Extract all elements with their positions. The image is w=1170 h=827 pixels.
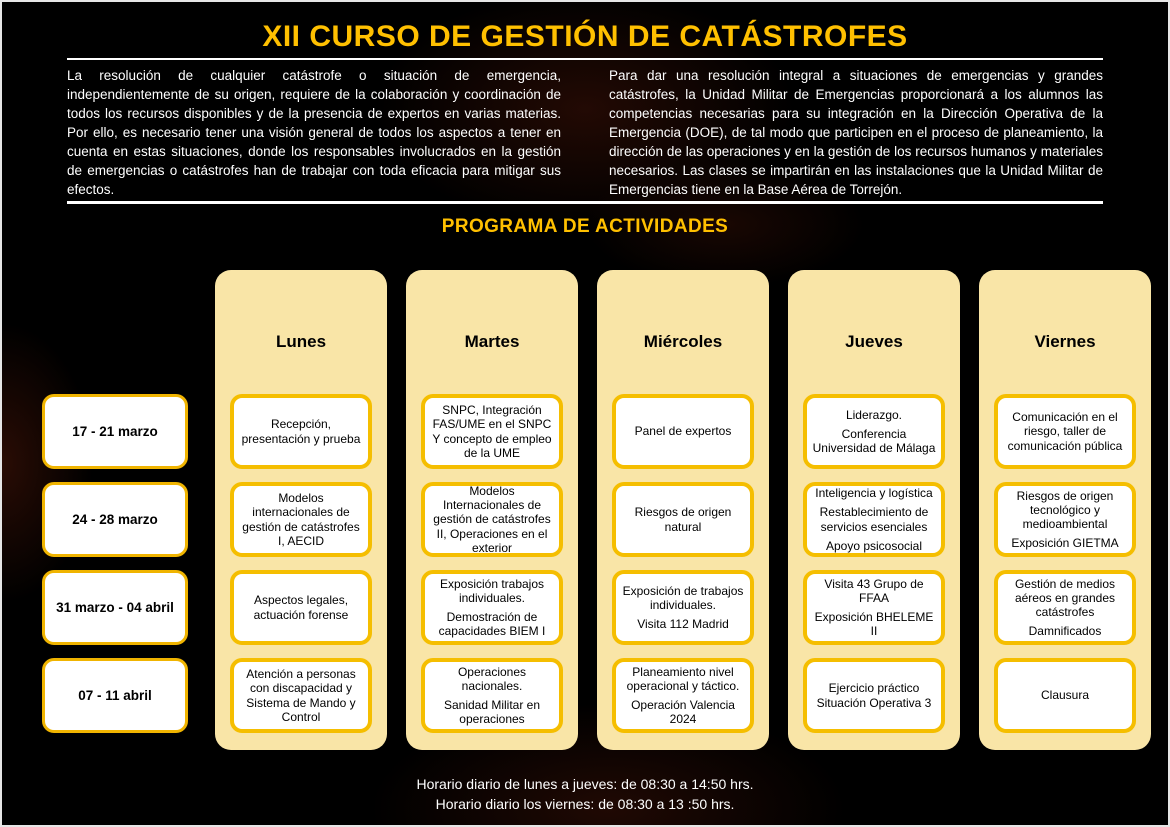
activity-text: Panel de expertos <box>634 424 732 439</box>
activity-text: Riesgos de origen tecnológico y medioambiental <box>1016 488 1114 531</box>
activity-text: Operación Valencia 2024 <box>631 698 735 727</box>
day-column-jueves <box>788 270 960 750</box>
activity-text: Ejercicio práctico Situación Operativa 3 <box>816 681 932 710</box>
activity-cell <box>994 570 1136 645</box>
schedule-footer-line2: Horario diario los viernes: de 08:30 a 13 :50 hrs. <box>435 796 735 812</box>
schedule-footer <box>2 774 1168 814</box>
activity-cell <box>230 394 372 469</box>
intro-section <box>67 66 1103 199</box>
activity-text: Modelos internacionales de gestión de catástrofes I, AECID <box>242 491 360 548</box>
day-cells-viernes <box>979 394 1151 733</box>
day-column-lunes <box>215 270 387 750</box>
activity-text: Riesgos de origen natural <box>634 505 732 534</box>
date-range-week3: 31 marzo - 04 abril <box>42 570 188 645</box>
activity-cell <box>803 658 945 733</box>
day-cells-martes <box>406 394 578 733</box>
activity-cell <box>612 658 754 733</box>
date-range-week2: 24 - 28 marzo <box>42 482 188 557</box>
activity-cell <box>803 482 945 557</box>
day-column-viernes <box>979 270 1151 750</box>
days-grid <box>215 270 1151 750</box>
activity-text: Operaciones nacionales. <box>457 664 527 693</box>
activity-cell <box>230 482 372 557</box>
day-column-miercoles <box>597 270 769 750</box>
activity-cell <box>994 482 1136 557</box>
day-column-martes <box>406 270 578 750</box>
activity-text: Exposición BHELEME II <box>814 610 934 639</box>
activity-text: Recepción, presentación y prueba <box>241 417 361 446</box>
day-header-jueves: Jueves <box>845 332 903 351</box>
day-header-viernes: Viernes <box>1034 332 1096 351</box>
title-divider <box>67 58 1103 60</box>
schedule-footer-line1: Horario diario de lunes a jueves: de 08:30 a 14:50 hrs. <box>416 776 754 792</box>
activity-cell <box>803 394 945 469</box>
activity-cell <box>994 658 1136 733</box>
activity-cell <box>612 570 754 645</box>
page-title: XII CURSO DE GESTIÓN DE CATÁSTROFES <box>262 20 908 53</box>
activity-cell <box>230 658 372 733</box>
activity-text: Exposición GIETMA <box>1011 536 1119 551</box>
activity-text: Liderazgo. <box>845 407 903 422</box>
date-range-week1: 17 - 21 marzo <box>42 394 188 469</box>
activity-cell <box>612 482 754 557</box>
activity-text: Inteligencia y logística <box>815 486 933 501</box>
activity-text: Planeamiento nivel operacional y táctico. <box>626 664 740 693</box>
activity-text: Clausura <box>1040 688 1090 703</box>
activity-cell <box>421 394 563 469</box>
day-header-martes: Martes <box>464 332 520 351</box>
program-heading: PROGRAMA DE ACTIVIDADES <box>441 216 729 237</box>
activity-text: Comunicación en el riesgo, taller de comunicación pública <box>1007 410 1123 453</box>
activity-text: Apoyo psicosocial <box>825 538 923 553</box>
activity-cell <box>230 570 372 645</box>
activity-text: Conferencia Universidad de Málaga <box>812 426 936 456</box>
day-cells-lunes <box>215 394 387 733</box>
activity-text: Exposición de trabajos individuales. <box>622 583 744 612</box>
activity-cell <box>803 570 945 645</box>
activity-text: Gestión de medios aéreos en grandes catástrofes <box>1014 576 1116 619</box>
day-header-miercoles: Miércoles <box>643 332 723 351</box>
activity-text: Modelos Internacionales de gestión de catástrofes II, Operaciones en el exterior <box>433 484 551 555</box>
activity-text: Atención a personas con discapacidad y Sistema de Mando y Control <box>246 667 356 724</box>
intro-right-paragraph: Para dar una resolución integral a situaciones de emergencias y grandes catástrofes, la Unidad Militar de Emergencias proporcionará a los alumnos las competencias necesarias para su integración en la Dirección Operativa de la Emergencia (DOE), de tal modo que participen en el proceso de planeamiento, la dirección de las operaciones y en la gestión de los recursos humanos y materiales necesarios. Las clases se impartirán en las instalaciones que la Unidad Militar de Emergencias tiene en la Base Aérea de Torrejón. <box>609 68 1103 197</box>
day-cells-miercoles <box>597 394 769 733</box>
activity-text: Demostración de capacidades BIEM I <box>438 610 546 639</box>
day-cells-jueves <box>788 394 960 733</box>
activity-text: SNPC, Integración FAS/UME en el SNPC Y concepto de empleo de la UME <box>432 403 552 460</box>
activity-text: Sanidad Militar en operaciones <box>443 698 541 727</box>
date-rail <box>42 394 188 733</box>
activity-text: Aspectos legales, actuación forense <box>253 593 349 622</box>
activity-text: Visita 43 Grupo de FFAA <box>824 576 924 605</box>
activity-text: Restablecimiento de servicios esenciales <box>819 505 929 534</box>
activity-cell <box>612 394 754 469</box>
activity-cell <box>994 394 1136 469</box>
intro-left-paragraph: La resolución de cualquier catástrofe o situación de emergencia, independientemente de su origen, requiere de la colaboración y coordinación de todos los recursos disponibles y de la presencia de expertos en varias materias. Por ello, es necesario tener una visión general de todos los aspectos a tener en cuenta en estas situaciones, donde los responsables involucrados en la gestión de emergencias o catástrofes han de trabajar con toda eficacia para mitigar sus efectos. <box>67 68 561 197</box>
date-range-week4: 07 - 11 abril <box>42 658 188 733</box>
activity-text: Visita 112 Madrid <box>637 617 729 632</box>
intro-divider <box>67 201 1103 204</box>
activity-cell <box>421 658 563 733</box>
activity-text: Exposición trabajos individuales. <box>439 576 545 605</box>
activity-cell <box>421 570 563 645</box>
day-header-lunes: Lunes <box>275 332 327 351</box>
activity-cell <box>421 482 563 557</box>
activity-text: Damnificados <box>1028 624 1102 639</box>
